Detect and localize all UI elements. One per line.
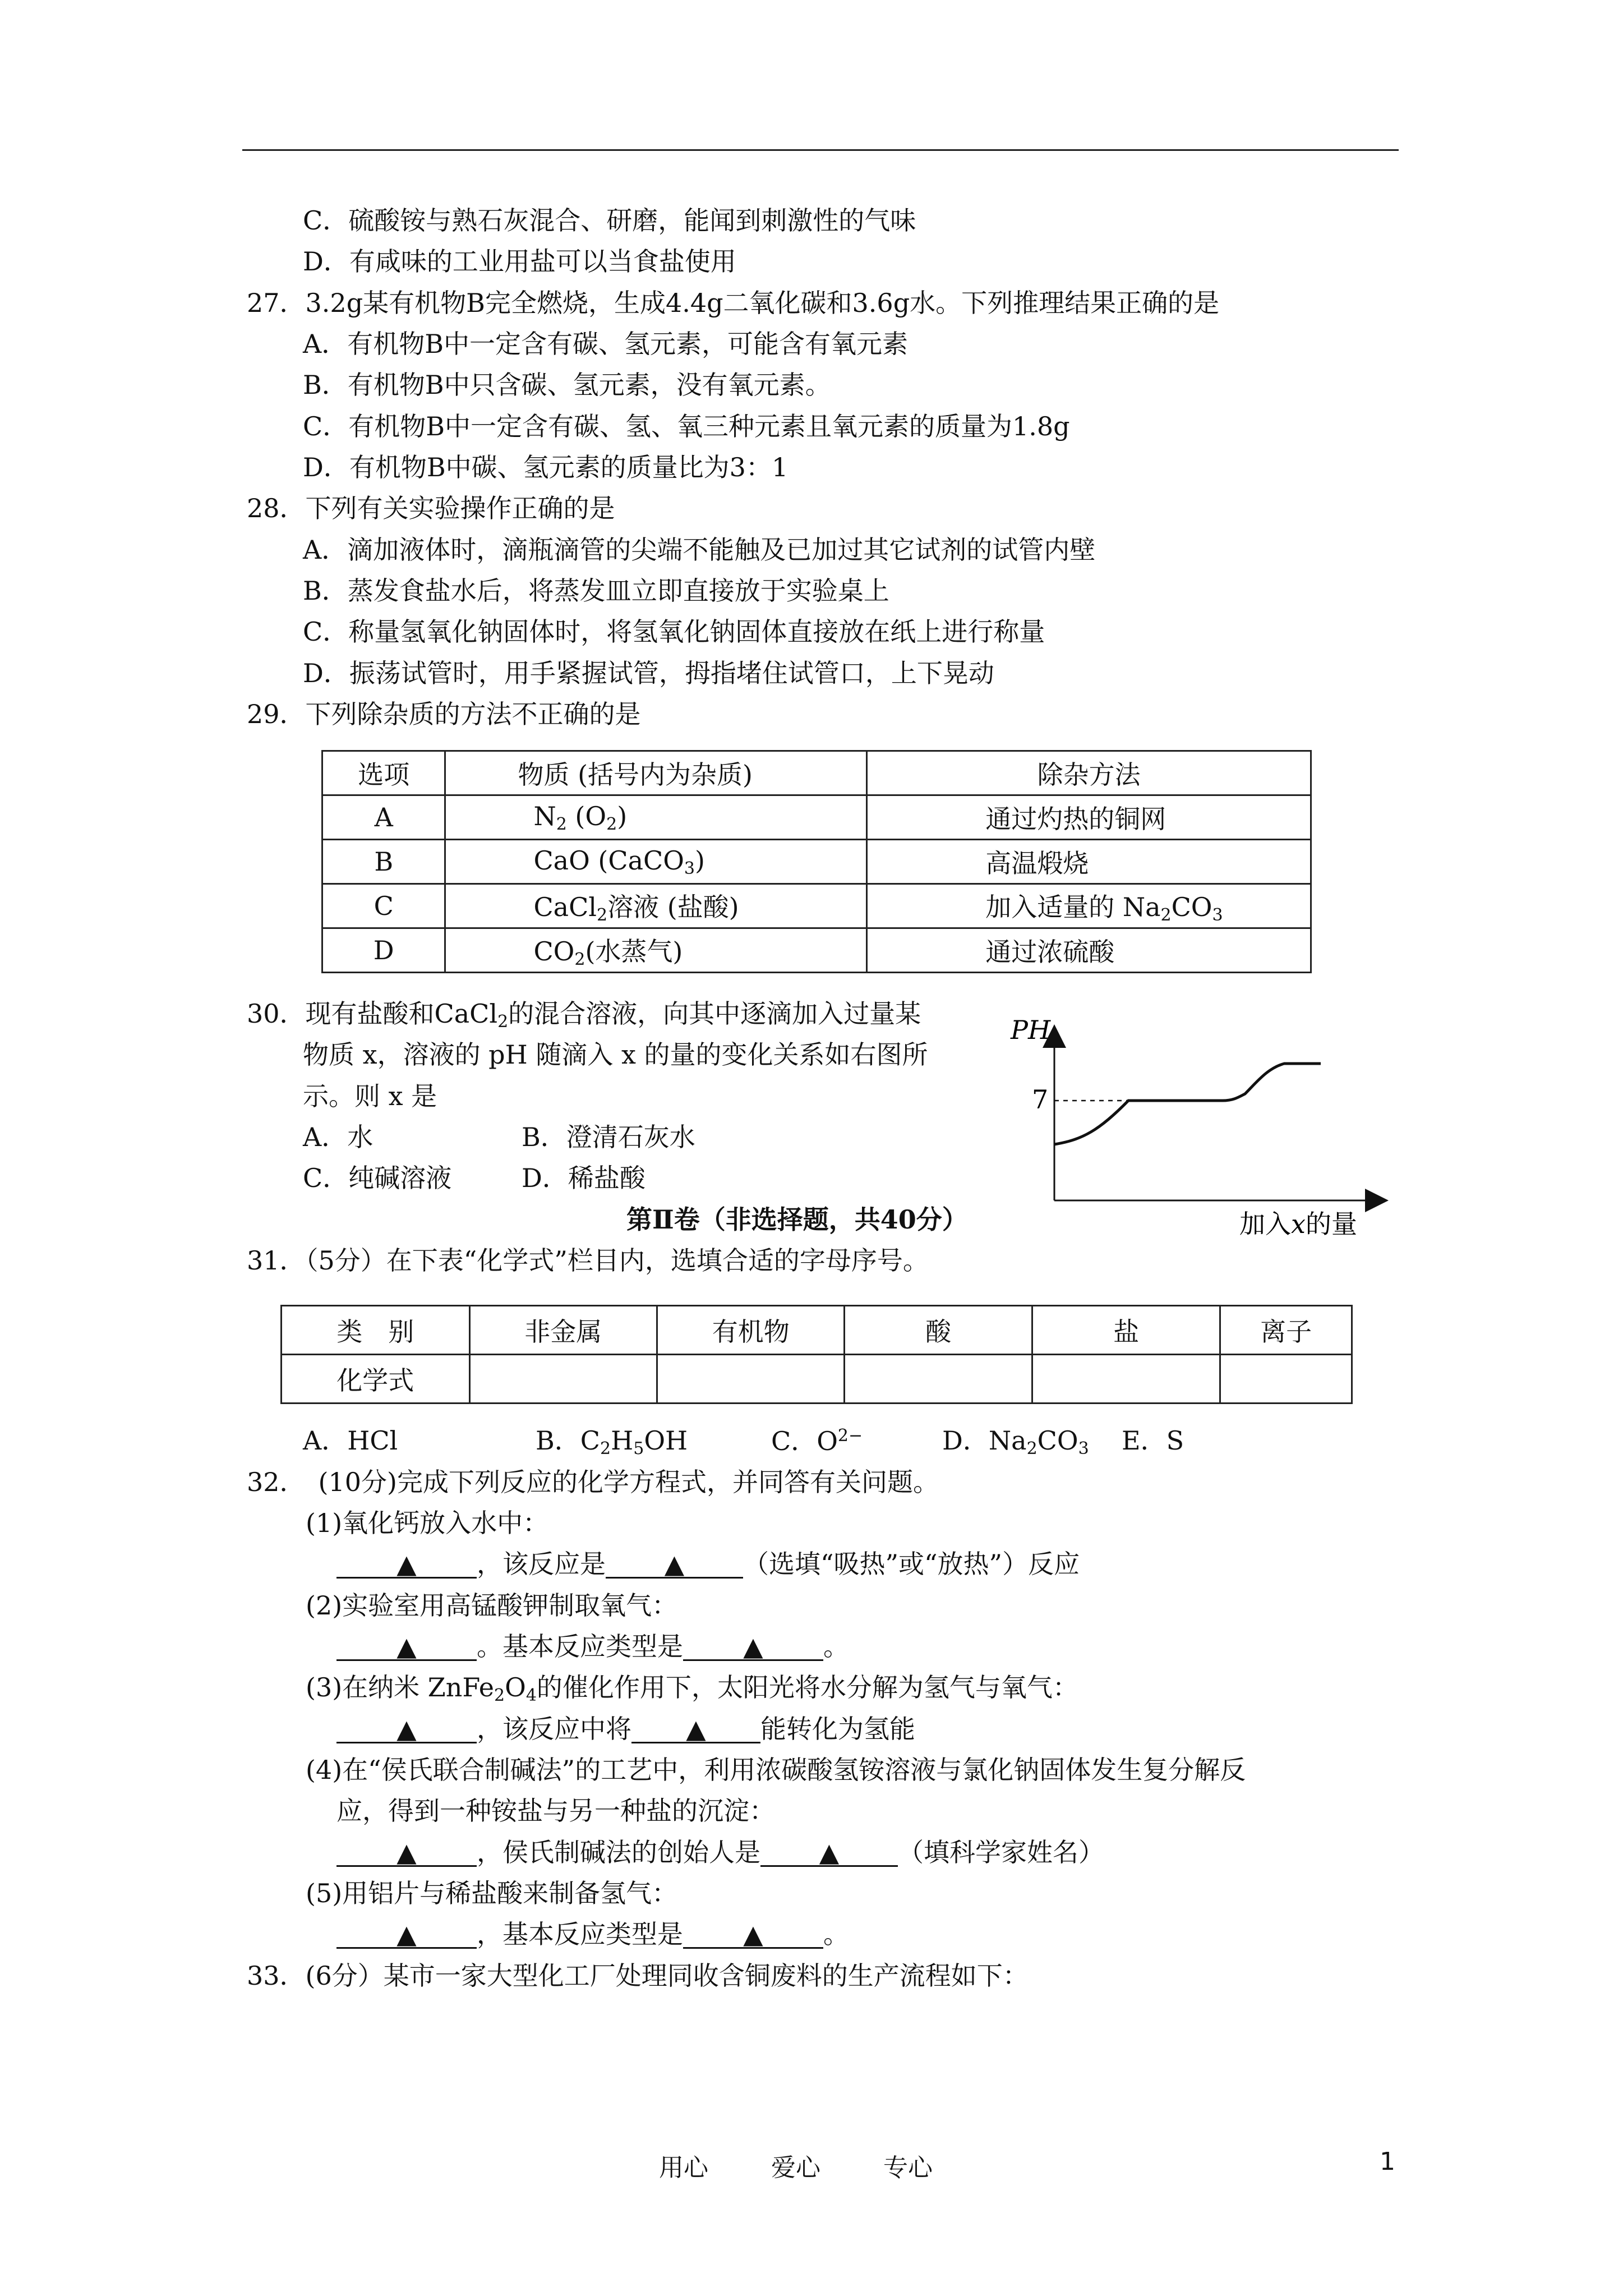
answer-text: 。基本反应类型是 bbox=[477, 1631, 683, 1662]
answer-text: （选填“吸热”或“放热”）反应 bbox=[743, 1549, 1080, 1579]
q31-option-d bbox=[942, 1427, 1089, 1458]
table-row bbox=[322, 795, 1311, 840]
formula-part: (O bbox=[566, 800, 607, 831]
q31-option-a: A．HCl bbox=[303, 1425, 398, 1456]
q30-stem-line3: 示。则 x 是 bbox=[303, 1081, 437, 1111]
formula-part: OH bbox=[644, 1425, 688, 1456]
subscript: 3 bbox=[684, 858, 695, 878]
answer-blank[interactable]: ▲ bbox=[683, 1634, 823, 1661]
table-row bbox=[322, 928, 1311, 973]
answer-cell[interactable] bbox=[1220, 1355, 1352, 1404]
q30-stem-part: 的混合溶液，向其中逐滴加入过量某 bbox=[508, 999, 921, 1029]
table-cell bbox=[445, 840, 867, 884]
answer-blank[interactable]: ▲ bbox=[683, 1921, 823, 1949]
subscript: 2 bbox=[1026, 1439, 1038, 1458]
table-row bbox=[322, 884, 1311, 928]
answer-text: ，该反应中将 bbox=[477, 1714, 631, 1744]
y-axis-label: PH bbox=[1011, 1015, 1051, 1045]
table-cell bbox=[445, 795, 867, 840]
table-cell: B bbox=[322, 840, 445, 884]
q27-option-c: C．有机物B中一定含有碳、氢、氧三种元素且氧元素的质量为1.8g bbox=[303, 411, 1070, 441]
q32-part1: (1)氧化钙放入水中： bbox=[306, 1508, 549, 1538]
subscript: 2 bbox=[497, 1012, 509, 1032]
q32-part1-answer bbox=[336, 1550, 1080, 1579]
q28-stem: 28．下列有关实验操作正确的是 bbox=[247, 493, 615, 523]
x-label-part: 加入 bbox=[1239, 1209, 1291, 1239]
subscript: 2 bbox=[494, 1686, 505, 1705]
superscript: 2− bbox=[837, 1426, 863, 1446]
q33-stem: 33．(6分）某市一家大型化工厂处理同收含铜废料的生产流程如下： bbox=[247, 1961, 1029, 1991]
answer-blank[interactable]: ▲ bbox=[336, 1839, 477, 1867]
q31-option-e: E．S bbox=[1122, 1425, 1184, 1456]
q32-part2: (2)实验室用高锰酸钾制取氧气： bbox=[306, 1590, 678, 1621]
subscript: 3 bbox=[1212, 905, 1223, 925]
table-cell: D bbox=[322, 928, 445, 973]
table-cell bbox=[445, 928, 867, 973]
answer-cell[interactable] bbox=[845, 1355, 1032, 1404]
q31-stem: 31．（5分）在下表“化学式”栏目内，选填合适的字母序号。 bbox=[247, 1245, 929, 1276]
formula-part: ) bbox=[617, 800, 628, 831]
table-cell: C bbox=[322, 884, 445, 928]
subscript: 5 bbox=[633, 1439, 644, 1458]
x-label-var: x bbox=[1291, 1209, 1306, 1239]
formula-part: D．Na bbox=[942, 1425, 1027, 1456]
q26-option-d: D．有咸味的工业用盐可以当食盐使用 bbox=[303, 246, 736, 277]
subscript: 2 bbox=[574, 950, 585, 969]
q27-stem: 27．3.2g某有机物B完全燃烧，生成4.4g二氧化碳和3.6g水。下列推理结果正确的是 bbox=[247, 288, 1220, 318]
q32-part5-answer bbox=[336, 1920, 849, 1949]
q30-option-d: D．稀盐酸 bbox=[522, 1163, 645, 1193]
subscript: 2 bbox=[600, 1439, 611, 1458]
q30-stem-part: 30．现有盐酸和CaCl bbox=[247, 999, 498, 1029]
subscript: 2 bbox=[556, 814, 567, 834]
q28-option-d: D．振荡试管时，用手紧握试管，拇指堵住试管口，上下晃动 bbox=[303, 658, 994, 688]
q30-stem-line2: 物质 x，溶液的 pH 随滴入 x 的量的变化关系如右图所 bbox=[303, 1039, 928, 1070]
subscript: 2 bbox=[1160, 905, 1172, 925]
answer-text: 。 bbox=[823, 1631, 849, 1662]
q30-option-b: B．澄清石灰水 bbox=[522, 1122, 695, 1152]
formula-part: CaO (CaCO bbox=[533, 845, 684, 876]
table-cell: 通过浓硫酸 bbox=[867, 928, 1311, 973]
q32-part4-cont: 应，得到一种铵盐与另一种盐的沉淀： bbox=[336, 1796, 775, 1826]
q28-option-a: A．滴加液体时，滴瓶滴管的尖端不能触及已加过其它试剂的试管内壁 bbox=[303, 535, 1096, 565]
q26-option-c: C．硫酸铵与熟石灰混合、研磨，能闻到刺激性的气味 bbox=[303, 205, 916, 236]
ph-curve bbox=[1054, 1064, 1321, 1144]
answer-blank[interactable]: ▲ bbox=[336, 1634, 477, 1661]
answer-blank[interactable]: ▲ bbox=[336, 1921, 477, 1949]
text-part: (3)在纳米 ZnFe bbox=[306, 1672, 494, 1703]
q29-stem: 29．下列除杂质的方法不正确的是 bbox=[247, 699, 641, 729]
footer-motto-2: 爱心 bbox=[771, 2154, 820, 2182]
formula-part: N bbox=[533, 800, 556, 831]
formula-part: (水蒸气) bbox=[585, 936, 683, 967]
footer-motto-3: 专心 bbox=[883, 2154, 933, 2182]
table-header-cell: 盐 bbox=[1032, 1306, 1220, 1355]
row-label: 化学式 bbox=[282, 1355, 470, 1404]
formula-part: CO bbox=[533, 936, 575, 967]
subscript: 4 bbox=[525, 1686, 537, 1705]
answer-text: ，基本反应类型是 bbox=[477, 1919, 683, 1949]
q30-option-a: A．水 bbox=[303, 1122, 374, 1152]
q32-stem: 32． (10分)完成下列反应的化学方程式，并同答有关问题。 bbox=[247, 1467, 939, 1497]
answer-text: 。 bbox=[823, 1919, 849, 1949]
formula-part: B．C bbox=[536, 1425, 600, 1456]
subscript: 2 bbox=[606, 814, 617, 834]
table-header-cell: 离子 bbox=[1220, 1306, 1352, 1355]
x-axis-label bbox=[1239, 1209, 1357, 1239]
q28-option-c: C．称量氢氧化钠固体时，将氢氧化钠固体直接放在纸上进行称量 bbox=[303, 616, 1045, 647]
q29-table bbox=[321, 750, 1312, 973]
formula-part: ) bbox=[695, 845, 705, 876]
q32-part4: (4)在“侯氏联合制碱法”的工艺中，利用浓碳酸氢铵溶液与氯化钠固体发生复分解反 bbox=[306, 1755, 1246, 1785]
table-header-cell: 有机物 bbox=[657, 1306, 844, 1355]
q31-table bbox=[280, 1305, 1353, 1404]
table-row bbox=[322, 840, 1311, 884]
table-cell bbox=[867, 884, 1311, 928]
q31-option-c bbox=[771, 1427, 863, 1456]
table-cell: 通过灼热的铜网 bbox=[867, 795, 1311, 840]
table-header-row bbox=[322, 751, 1311, 795]
subscript: 2 bbox=[597, 905, 608, 925]
table-header-cell: 选项 bbox=[322, 751, 445, 795]
q28-option-b: B．蒸发食盐水后，将蒸发皿立即直接放于实验桌上 bbox=[303, 576, 889, 606]
table-header-cell: 物质 (括号内为杂质) bbox=[445, 751, 867, 795]
table-header-cell: 除杂方法 bbox=[867, 751, 1311, 795]
footer-motto-1: 用心 bbox=[659, 2154, 708, 2182]
q32-part3 bbox=[306, 1673, 1078, 1705]
formula-part: CaCl bbox=[533, 892, 597, 922]
answer-blank[interactable]: ▲ bbox=[631, 1716, 760, 1743]
q32-part5: (5)用铝片与稀盐酸来制备氢气： bbox=[306, 1878, 678, 1908]
q27-option-b: B．有机物B中只含碳、氢元素，没有氧元素。 bbox=[303, 370, 831, 400]
q27-option-a: A．有机物B中一定含有碳、氢元素，可能含有氧元素 bbox=[303, 329, 909, 359]
answer-blank[interactable]: ▲ bbox=[336, 1551, 477, 1579]
table-row bbox=[282, 1355, 1352, 1404]
q32-part2-answer bbox=[336, 1632, 849, 1661]
y-tick-7: 7 bbox=[1032, 1084, 1049, 1115]
answer-cell[interactable] bbox=[657, 1355, 844, 1404]
q31-option-b bbox=[536, 1427, 688, 1458]
x-label-part: 的量 bbox=[1305, 1209, 1357, 1239]
method-part: 加入适量的 Na bbox=[985, 892, 1161, 922]
table-cell: 高温煅烧 bbox=[867, 840, 1311, 884]
answer-blank[interactable]: ▲ bbox=[760, 1839, 898, 1867]
q32-part3-answer bbox=[336, 1715, 915, 1743]
q30-stem-line1 bbox=[247, 1000, 921, 1031]
q30-option-c: C．纯碱溶液 bbox=[303, 1163, 452, 1193]
answer-blank[interactable]: ▲ bbox=[336, 1716, 477, 1743]
answer-text: ，侯氏制碱法的创始人是 bbox=[477, 1837, 760, 1867]
table-header-row bbox=[282, 1306, 1352, 1355]
answer-cell[interactable] bbox=[469, 1355, 657, 1404]
ph-graph bbox=[998, 1010, 1391, 1245]
method-part: CO bbox=[1171, 892, 1212, 922]
table-header-cell: 类 别 bbox=[282, 1306, 470, 1355]
formula-part: CO bbox=[1037, 1425, 1078, 1456]
page-number: 1 bbox=[1380, 2147, 1395, 2176]
answer-text: 能转化为氢能 bbox=[760, 1714, 915, 1744]
q27-option-d: D．有机物B中碳、氢元素的质量比为3：1 bbox=[303, 452, 789, 482]
table-cell bbox=[445, 884, 867, 928]
formula-part: H bbox=[611, 1425, 634, 1456]
table-header-cell: 酸 bbox=[845, 1306, 1032, 1355]
answer-text: ，该反应是 bbox=[477, 1549, 606, 1579]
text-part: 的催化作用下，太阳光将水分解为氢气与氧气： bbox=[536, 1672, 1078, 1703]
header-rule bbox=[242, 149, 1399, 151]
table-header-cell: 非金属 bbox=[469, 1306, 657, 1355]
subscript: 3 bbox=[1078, 1439, 1089, 1458]
text-part: O bbox=[505, 1672, 526, 1703]
q32-part4-answer bbox=[336, 1838, 1104, 1867]
section-title: 第Ⅱ卷（非选择题，共40分） bbox=[626, 1204, 968, 1235]
answer-cell[interactable] bbox=[1032, 1355, 1220, 1404]
formula-part: C．O bbox=[771, 1426, 838, 1456]
answer-text: （填科学家姓名） bbox=[898, 1837, 1104, 1867]
answer-blank[interactable]: ▲ bbox=[606, 1551, 743, 1579]
table-cell: A bbox=[322, 795, 445, 840]
formula-part: 溶液 (盐酸) bbox=[607, 892, 739, 922]
